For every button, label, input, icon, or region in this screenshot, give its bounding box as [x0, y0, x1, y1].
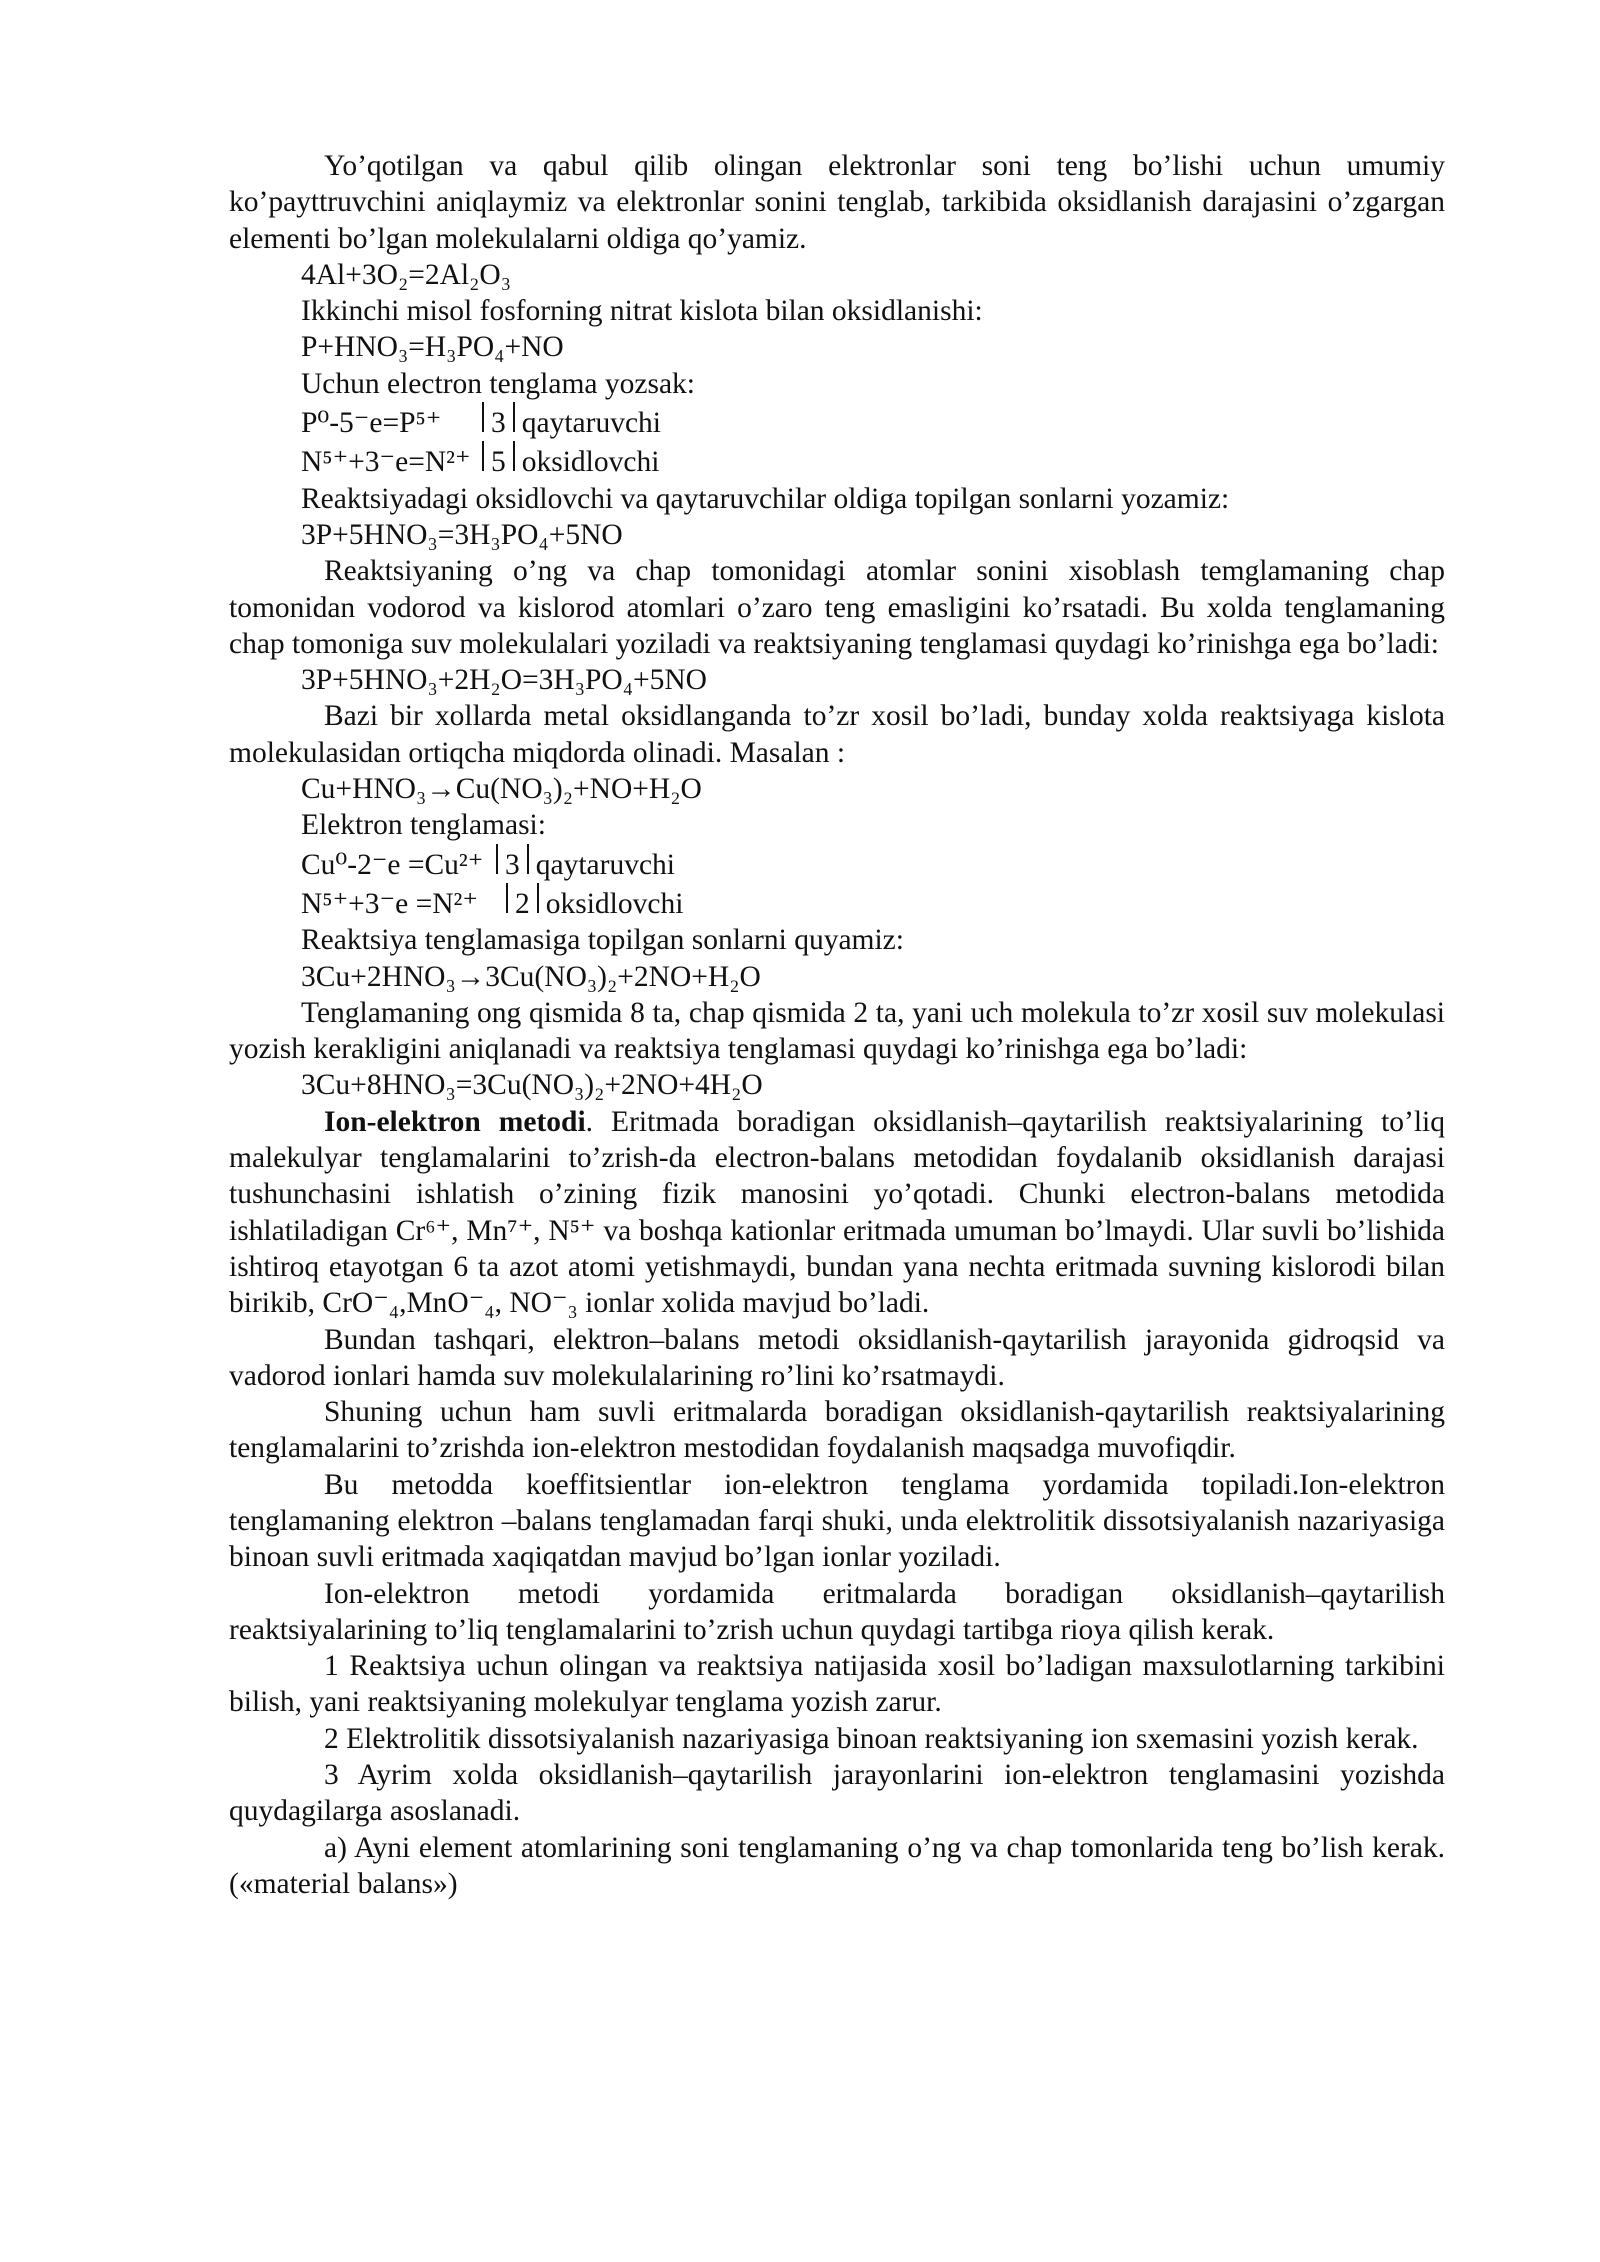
document-page [229, 148, 1445, 1902]
divider [527, 844, 529, 874]
ion-elektron-text: . Eritmada boradigan oksidlanish–qaytarilish reaktsiyalarining to’liq malekulyar tenglamalarini to’zrish-da electron-balans metodidan foydalanib oksidlanish darajasi tushunchasini ishlatish o’zining fizik manosini yo’qotadi. Chunki electron-balans metodida ishlatiladigan Cr⁶⁺, Mn⁷⁺, N⁵⁺ va boshqa kationlar eritmada umuman bo’lmaydi. Ular suvli bo’lishida ishtiroq etayotgan 6 ta azot atomi yetishmaydi, bundan yana nechta eritmada suvning kislorodi bilan birikib, CrO⁻₄,MnO⁻₄, NO⁻₃ ionlar xolida mavjud bo’ladi. [229, 1105, 1445, 1320]
ion-elektron-heading: Ion-elektron metodi [324, 1105, 586, 1138]
paragraph-ion-metodi: Ion-elektron metodi yordamida eritmalarda boradigan oksidlanish–qaytarilish reaktsiyalarining to’liq tenglamalarini to’zrish uchun quydagi tartibga rioya qilish kerak. [229, 1577, 1445, 1646]
equation-phosphorus-balanced: 3P+5HNO₃=3H₃PO₄+5NO [301, 518, 623, 551]
half-reaction-1-lhs: P⁰-5⁻e=P⁵⁺ [301, 407, 442, 440]
paragraph-step-a: a) Ayni element atomlarining soni tenglamaning o’ng va chap tomonlarida teng bo’lish kerak.(«material balans») [229, 1831, 1445, 1900]
divider [496, 844, 498, 874]
paragraph-intro: Yo’qotilgan va qabul qilib olingan elektronlar soni teng bo’lishi uchun umumiy ko’payttruvchini aniqlaymiz va elektronlar sonini tenglab, tarkibida oksidlanish darajasini o’zgargan elementi bo’lgan molekulalarni oldiga qo’yamiz. [229, 150, 1445, 255]
line-ikkinchi-misol: Ikkinchi misol fosforning nitrat kislota bilan oksidlanishi: [301, 295, 983, 328]
paragraph-step-1: 1 Reaktsiya uchun olingan va reaktsiya natijasida xosil bo’ladigan maxsulotlarning tarkibini bilish, yani reaktsiyaning molekulyar tenglama yozish zarur. [229, 1650, 1445, 1719]
line-quyamiz: Reaktsiya tenglamasiga topilgan sonlarni quyamiz: [301, 924, 904, 957]
equation-aluminium: 4Al+3O₂=2Al₂O₃ [301, 258, 511, 291]
equation-copper: Cu+HNO₃→Cu(NO₃)₂+NO+H₂O [301, 773, 702, 806]
equation-phosphorus-water: 3P+5HNO₃+2H₂O=3H₃PO₄+5NO [301, 664, 707, 697]
divider [513, 402, 515, 432]
paragraph-bu-metodda: Bu metodda koeffitsientlar ion-elektron tenglama yordamida topiladi.Ion-elektron tenglamaning elektron –balans tenglamadan farqi shuki, unda elektrolitik dissotsiyalanish nazariyasiga binoan suvli eritmada xaqiqatdan mavjud bo’lgan ionlar yoziladi. [229, 1468, 1445, 1574]
line-elektron-tenglamasi: Elektron tenglamasi: [301, 809, 546, 842]
half-reaction-1 [301, 402, 1445, 441]
half-reaction-2-lhs: N⁵⁺+3⁻e=N²⁺ [301, 446, 471, 479]
half-reaction-4-lhs: N⁵⁺+3⁻e =N²⁺ [301, 887, 478, 920]
half-reaction-1-role: qaytaruvchi [521, 407, 661, 440]
divider [482, 441, 484, 471]
paragraph-step-3: 3 Ayrim xolda oksidlanish–qaytarilish jarayonlarini ion-elektron tenglamasini yozishda quydagilarga asoslanadi. [229, 1759, 1445, 1828]
half-reaction-3-coef: 3 [505, 848, 520, 881]
paragraph-metal: Bazi bir xollarda metal oksidlanganda to’zr xosil bo’ladi, bunday xolda reaktsiyaga kislota molekulasidan ortiqcha miqdorda olinadi. Masalan : [229, 700, 1445, 769]
half-reaction-2 [301, 441, 1445, 480]
half-reaction-4 [301, 883, 1445, 922]
paragraph-ion-elektron [229, 1104, 1445, 1322]
half-reaction-2-coef: 5 [491, 446, 506, 479]
half-reaction-4-role: oksidlovchi [545, 887, 684, 920]
half-reaction-2-role: oksidlovchi [521, 446, 660, 479]
half-reaction-1-coef: 3 [491, 407, 506, 440]
paragraph-atoms: Reaktsiyaning o’ng va chap tomonidagi atomlar sonini xisoblash temglamaning chap tomonidan vodorod va kislorod atomlari o’zaro teng emasligini ko’rsatadi. Bu xolda tenglamaning chap tomoniga suv molekulalari yoziladi va reaktsiyaning tenglamasi quydagi ko’rinishga ega bo’ladi: [229, 555, 1445, 660]
paragraph-shuning: Shuning uchun ham suvli eritmalarda boradigan oksidlanish-qaytarilish reaktsiyalarining tenglamalarini to’zrishda ion-elektron mestodidan foydalanish maqsadga muvofiqdir. [229, 1396, 1445, 1465]
equation-copper-balanced: 3Cu+8HNO₃=3Cu(NO₃)₂+2NO+4H₂O [301, 1069, 763, 1102]
equation-copper-partial: 3Cu+2HNO₃→3Cu(NO₃)₂+2NO+H₂O [301, 960, 761, 993]
paragraph-step-2: 2 Elektrolitik dissotsiyalanish nazariyasiga binoan reaktsiyaning ion sxemasini yozish kerak. [324, 1722, 1419, 1755]
half-reaction-3-role: qaytaruvchi [535, 848, 675, 881]
divider [513, 441, 515, 471]
half-reaction-4-coef: 2 [515, 887, 530, 920]
paragraph-bundan: Bundan tashqari, elektron–balans metodi oksidlanish-qaytarilish jarayonida gidroqsid va vadorod ionlari hamda suv molekulalarining ro’lini ko’rsatmaydi. [229, 1323, 1445, 1392]
line-reaktsiyadagi: Reaktsiyadagi oksidlovchi va qaytaruvchilar oldiga topilgan sonlarni yozamiz: [301, 482, 1230, 515]
half-reaction-3-lhs: Cu⁰-2⁻e =Cu²⁺ [301, 848, 484, 881]
half-reaction-3 [301, 844, 1445, 883]
equation-phosphorus: P+HNO₃=H₃PO₄+NO [301, 331, 564, 364]
paragraph-ong-qismida: Tenglamaning ong qismida 8 ta, chap qismida 2 ta, yani uch molekula to’zr xosil suv molekulasi yozish kerakligini aniqlanadi va reaktsiya tenglamasi quydagi ko’rinishga ega bo’ladi: [229, 996, 1445, 1066]
divider [506, 883, 508, 913]
divider [482, 402, 484, 432]
divider [537, 883, 539, 913]
line-uchun: Uchun electron tenglama yozsak: [301, 367, 696, 400]
